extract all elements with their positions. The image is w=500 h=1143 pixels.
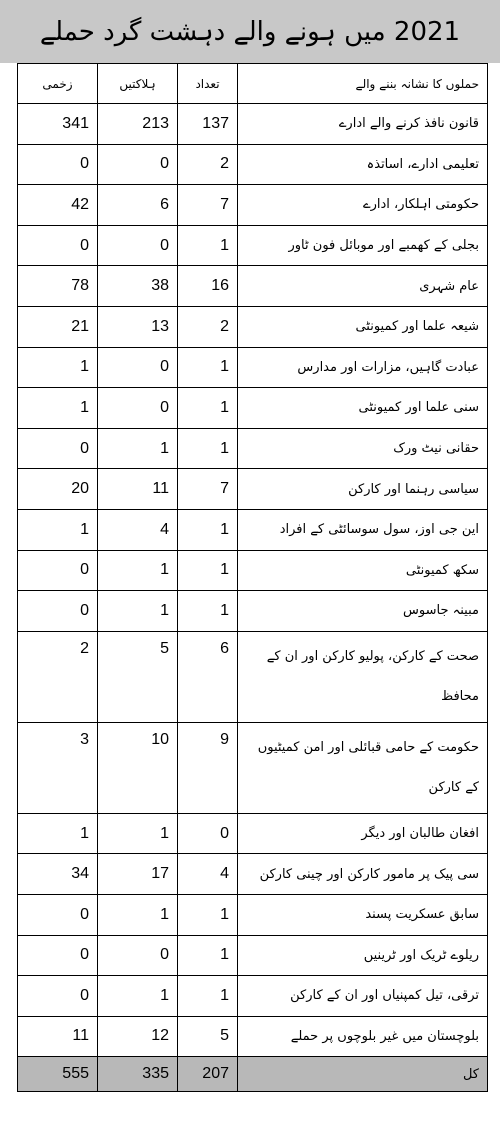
total-injured: 555: [18, 1057, 98, 1092]
category-cell: عام شہری: [238, 266, 488, 307]
category-cell: حکومتی اہلکار، ادارے: [238, 185, 488, 226]
injured-cell: 1: [18, 347, 98, 388]
category-cell: تعلیمی ادارے، اساتذہ: [238, 144, 488, 185]
killed-cell: 11: [98, 469, 178, 510]
count-cell: 1: [178, 935, 238, 976]
injured-cell: 0: [18, 976, 98, 1017]
injured-cell: 0: [18, 428, 98, 469]
killed-cell: 0: [98, 347, 178, 388]
category-cell: بجلی کے کھمبے اور موبائل فون ٹاور: [238, 225, 488, 266]
category-cell: افغان طالبان اور دیگر: [238, 813, 488, 854]
injured-cell: 0: [18, 550, 98, 591]
count-cell: 1: [178, 225, 238, 266]
injured-cell: 1: [18, 388, 98, 429]
table-row: [18, 550, 488, 591]
killed-cell: 0: [98, 388, 178, 429]
killed-cell: 213: [98, 104, 178, 145]
killed-cell: 1: [98, 813, 178, 854]
killed-cell: 12: [98, 1016, 178, 1057]
injured-cell: 0: [18, 894, 98, 935]
category-cell: ریلوے ٹریک اور ٹرینیں: [238, 935, 488, 976]
table-row: [18, 469, 488, 510]
count-cell: 1: [178, 976, 238, 1017]
count-cell: 5: [178, 1016, 238, 1057]
total-killed: 335: [98, 1057, 178, 1092]
table-row: [18, 428, 488, 469]
table-row: [18, 854, 488, 895]
injured-cell: 1: [18, 813, 98, 854]
injured-cell: 21: [18, 306, 98, 347]
injured-cell: 341: [18, 104, 98, 145]
attacks-table: [17, 63, 488, 1092]
count-cell: 1: [178, 347, 238, 388]
injured-cell: 0: [18, 935, 98, 976]
count-cell: 16: [178, 266, 238, 307]
total-count: 207: [178, 1057, 238, 1092]
injured-cell: 1: [18, 509, 98, 550]
count-cell: 7: [178, 469, 238, 510]
table-row: [18, 104, 488, 145]
count-cell: 1: [178, 388, 238, 429]
injured-cell: 20: [18, 469, 98, 510]
killed-cell: 1: [98, 591, 178, 632]
header-killed: ہلاکتیں: [98, 64, 178, 104]
count-cell: 7: [178, 185, 238, 226]
killed-cell: 4: [98, 509, 178, 550]
category-cell: عبادت گاہیں، مزارات اور مدارس: [238, 347, 488, 388]
table-row: [18, 631, 488, 722]
category-cell: ترقی، تیل کمپنیاں اور ان کے کارکن: [238, 976, 488, 1017]
killed-cell: 0: [98, 144, 178, 185]
table-row: [18, 813, 488, 854]
category-cell: حکومت کے حامی قبائلی اور امن کمیٹیوں کے کارکن: [238, 722, 488, 813]
category-cell: سیاسی رہنما اور کارکن: [238, 469, 488, 510]
table-header-row: [18, 64, 488, 104]
table-row: [18, 306, 488, 347]
category-cell: قانون نافذ کرنے والے ادارے: [238, 104, 488, 145]
count-cell: 2: [178, 306, 238, 347]
injured-cell: 2: [18, 631, 98, 722]
injured-cell: 0: [18, 591, 98, 632]
header-category: حملوں کا نشانہ بننے والے: [238, 64, 488, 104]
category-cell: سابق عسکریت پسند: [238, 894, 488, 935]
count-cell: 9: [178, 722, 238, 813]
total-label: کل: [238, 1057, 488, 1092]
injured-cell: 3: [18, 722, 98, 813]
table-row: [18, 894, 488, 935]
table-row: [18, 144, 488, 185]
table-row: [18, 388, 488, 429]
killed-cell: 17: [98, 854, 178, 895]
category-cell: سکھ کمیونٹی: [238, 550, 488, 591]
killed-cell: 5: [98, 631, 178, 722]
killed-cell: 0: [98, 935, 178, 976]
count-cell: 4: [178, 854, 238, 895]
injured-cell: 0: [18, 225, 98, 266]
killed-cell: 38: [98, 266, 178, 307]
table-row: [18, 722, 488, 813]
killed-cell: 10: [98, 722, 178, 813]
header-injured: زخمی: [18, 64, 98, 104]
header-count: تعداد: [178, 64, 238, 104]
count-cell: 1: [178, 550, 238, 591]
category-cell: حقانی نیٹ ورک: [238, 428, 488, 469]
category-cell: این جی اوز، سول سوسائٹی کے افراد: [238, 509, 488, 550]
count-cell: 1: [178, 894, 238, 935]
category-cell: صحت کے کارکن، پولیو کارکن اور ان کے محافظ: [238, 631, 488, 722]
count-cell: 0: [178, 813, 238, 854]
killed-cell: 0: [98, 225, 178, 266]
count-cell: 1: [178, 591, 238, 632]
table-row: [18, 935, 488, 976]
killed-cell: 1: [98, 894, 178, 935]
table-row: [18, 185, 488, 226]
category-cell: شیعہ علما اور کمیونٹی: [238, 306, 488, 347]
table-row: [18, 225, 488, 266]
title-banner: [0, 0, 500, 63]
category-cell: بلوچستان میں غیر بلوچوں پر حملے: [238, 1016, 488, 1057]
injured-cell: 34: [18, 854, 98, 895]
table-row: [18, 976, 488, 1017]
table-row: [18, 1016, 488, 1057]
category-cell: سنی علما اور کمیونٹی: [238, 388, 488, 429]
killed-cell: 6: [98, 185, 178, 226]
killed-cell: 1: [98, 976, 178, 1017]
count-cell: 1: [178, 428, 238, 469]
injured-cell: 0: [18, 144, 98, 185]
total-row: [18, 1057, 488, 1092]
table-row: [18, 347, 488, 388]
count-cell: 137: [178, 104, 238, 145]
killed-cell: 1: [98, 550, 178, 591]
count-cell: 6: [178, 631, 238, 722]
count-cell: 2: [178, 144, 238, 185]
killed-cell: 13: [98, 306, 178, 347]
table-row: [18, 266, 488, 307]
injured-cell: 11: [18, 1016, 98, 1057]
page-title: 2021 میں ہونے والے دہشت گرد حملے: [39, 16, 461, 47]
table-row: [18, 509, 488, 550]
injured-cell: 78: [18, 266, 98, 307]
injured-cell: 42: [18, 185, 98, 226]
killed-cell: 1: [98, 428, 178, 469]
table-row: [18, 591, 488, 632]
count-cell: 1: [178, 509, 238, 550]
category-cell: سی پیک پر مامور کارکن اور چینی کارکن: [238, 854, 488, 895]
category-cell: مبینہ جاسوس: [238, 591, 488, 632]
